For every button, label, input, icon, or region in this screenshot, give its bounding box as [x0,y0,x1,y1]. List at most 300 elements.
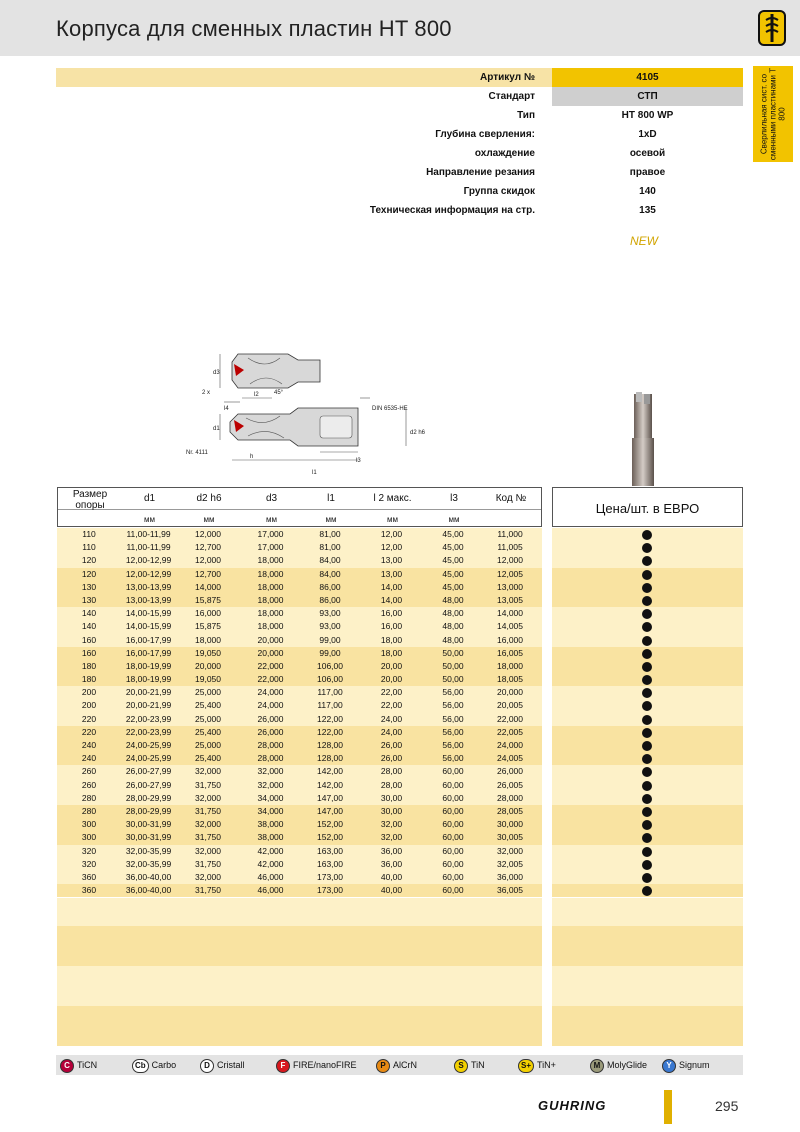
table-cell: 19,050 [195,674,221,685]
table-cell: 16,005 [497,647,523,658]
table-cell: 30,00-31,99 [125,819,172,830]
table-cell: 13,00-13,99 [125,581,172,592]
table-cell: 26,000 [497,766,523,777]
label-din: DIN 6535-HE [372,406,408,412]
spec-value: 1xD [638,129,657,140]
col-header: d1 [143,493,156,504]
col-header: l1 [327,493,335,504]
label-d2: d2 h6 [410,430,426,436]
legend-label: MolyGlide [607,1060,648,1070]
spec-value: 135 [639,205,656,216]
table-cell: 14,00 [380,594,403,605]
spec-row-type [56,106,743,125]
label-nr: Nr. 4111 [186,450,208,456]
legend-label: TiCN [77,1060,98,1070]
table-row [57,541,743,554]
table-cell: 31,750 [195,779,221,790]
label-d3: d3 [213,370,220,376]
legend-label: TiN [471,1060,485,1070]
table-cell: 280 [81,792,97,803]
table-cell: 152,00 [317,832,343,843]
table-cell: 93,00 [319,608,341,619]
table-cell: 24,00 [380,726,403,737]
table-cell: 16,00 [380,608,403,619]
spec-label: охлаждение [474,148,535,159]
coating-legend [56,1055,743,1075]
spec-row-techinfo [56,201,743,220]
table-cell: 160 [81,647,97,658]
table-cell: 60,00 [442,819,464,830]
table-body [57,528,743,897]
legend-label: TiN+ [537,1060,556,1070]
table-cell: 18,000 [497,660,523,671]
table-cell: 36,00-40,00 [125,871,172,882]
availability-dot-icon [642,781,652,791]
table-cell: 280 [81,805,97,816]
table-cell: 26,000 [257,726,284,737]
table-cell: 99,00 [319,647,341,658]
table-cell: 40,00 [380,871,403,882]
table-row [57,699,743,712]
table-cell: 22,00-23,99 [125,726,172,737]
table-cell: 24,00-25,99 [125,740,172,750]
table-cell: 14,00 [380,581,403,592]
table-cell: 30,005 [497,832,523,843]
label-45deg: 45° [274,390,284,396]
table-cell: 34,000 [257,805,284,816]
legend-label: AlCrN [393,1060,417,1070]
spec-label: Глубина сверления: [435,129,535,140]
table-cell: 13,00 [380,568,403,579]
table-cell: 36,000 [497,871,523,882]
table-cell: 36,00 [380,845,403,856]
tool-drawing [180,350,440,480]
table-cell: 240 [81,740,97,750]
legend-label: Signum [679,1060,710,1070]
table-cell: 32,00-35,99 [125,845,172,856]
table-cell: 20,000 [257,647,284,658]
table-cell: 26,00-27,99 [125,779,172,790]
table-cell: 15,875 [195,594,221,605]
table-row [57,752,743,765]
table-cell: 122,00 [317,726,343,737]
table-cell: 14,000 [195,581,221,592]
table-row [57,686,743,699]
table-cell: 42,000 [257,858,284,869]
table-cell: 300 [81,832,97,843]
legend-item [132,1058,176,1072]
col-header: Размер опоры [72,489,108,511]
table-cell: 18,000 [257,581,284,592]
table-cell: 32,00-35,99 [125,858,172,869]
coating-badge-icon: D [200,1059,214,1073]
spec-table [56,68,743,220]
table-cell: 25,000 [195,740,221,750]
table-cell: 20,00-21,99 [125,687,172,698]
availability-dot-icon [642,596,652,606]
table-cell: 12,00-12,99 [125,555,172,566]
table-cell: 173,00 [317,885,343,896]
table-cell: 18,000 [195,634,221,645]
table-cell: 120 [81,555,97,566]
table-cell: 20,000 [497,687,523,698]
table-cell: 60,00 [442,792,464,803]
table-cell: 28,00-29,99 [125,792,172,803]
table-cell: 48,00 [442,634,464,645]
table-cell: 22,000 [497,713,523,724]
table-cell: 26,000 [257,713,284,724]
table-cell: 240 [81,753,97,764]
table-cell: 28,00 [380,779,403,790]
spec-label: Группа скидок [463,186,535,197]
table-cell: 106,00 [317,674,343,685]
table-cell: 45,00 [442,581,464,592]
table-cell: 18,00 [380,634,403,645]
col-unit: мм [203,515,215,524]
availability-dot-icon [642,662,652,672]
table-cell: 24,000 [497,740,523,750]
brand-logo: GUHRING [538,1098,607,1113]
table-cell: 117,00 [317,700,343,711]
table-cell: 140 [81,621,97,632]
availability-dot-icon [642,886,652,896]
label-2x: 2 x [202,390,211,396]
table-cell: 16,00-17,99 [125,647,172,658]
table-cell: 140 [81,608,97,619]
table-cell: 56,00 [442,726,464,737]
table-cell: 14,005 [497,621,523,632]
table-cell: 24,000 [257,700,284,711]
table-cell: 13,00 [380,555,403,566]
legend-item [200,1058,245,1072]
availability-dot-icon [642,794,652,804]
table-cell: 56,00 [442,700,464,711]
table-cell: 84,00 [319,568,341,579]
table-cell: 117,00 [317,687,343,698]
label-d1: d1 [213,426,220,432]
table-cell: 19,050 [195,647,221,658]
table-cell: 20,000 [195,660,221,671]
table-cell: 163,00 [317,845,343,856]
table-cell: 110 [82,529,96,539]
availability-dot-icon [642,847,652,857]
col-header: d2 h6 [196,493,222,504]
table-cell: 120 [81,568,97,579]
spec-value: осевой [629,148,666,159]
table-cell: 26,005 [497,779,523,790]
table-cell: 99,00 [319,634,341,645]
table-cell: 220 [81,726,97,737]
table-row [57,634,743,647]
legend-item [590,1058,647,1072]
table-cell: 360 [81,885,97,896]
page-number: 295 [715,1098,739,1114]
table-cell: 128,00 [317,740,343,750]
table-cell: 32,000 [195,792,221,803]
table-cell: 45,00 [442,542,464,553]
table-cell: 32,000 [195,845,221,856]
table-cell: 30,00 [380,792,403,803]
label-l4: l4 [224,406,229,412]
table-cell: 130 [81,594,97,605]
table-row [57,647,743,660]
coating-badge-icon: Cb [132,1059,149,1073]
legend-item [276,1058,357,1072]
table-cell: 24,00-25,99 [125,753,172,764]
table-cell: 48,00 [442,621,464,632]
table-cell: 16,000 [497,634,523,645]
table-row [57,528,743,541]
spec-row-direction [56,163,743,182]
table-cell: 81,00 [319,529,341,539]
table-cell: 12,000 [195,555,221,566]
table-cell: 163,00 [317,858,343,869]
table-cell: 30,00-31,99 [125,832,172,843]
table-cell: 45,00 [442,568,464,579]
table-cell: 360 [81,871,97,882]
page-header [0,0,800,56]
table-cell: 36,00 [380,858,403,869]
col-unit: мм [448,515,460,524]
table-cell: 20,00-21,99 [125,700,172,711]
table-cell: 180 [81,674,97,685]
table-cell: 16,00-17,99 [125,634,172,645]
spec-label: Техническая информация на стр. [369,205,535,216]
table-cell: 320 [81,845,97,856]
table-cell: 152,00 [317,819,343,830]
table-cell: 60,00 [442,845,464,856]
col-header: Код № [495,493,527,504]
table-cell: 60,00 [442,858,464,869]
empty-row [57,1006,743,1046]
spec-value: СТП [552,87,743,106]
table-row [57,673,743,686]
section-tab-label: Сверлильная сист. со сменными пластинами Т 800 [759,67,787,161]
table-cell: 28,000 [497,792,523,803]
table-cell: 17,000 [257,529,284,539]
table-cell: 173,00 [317,871,343,882]
empty-row [57,966,743,1006]
table-cell: 12,00 [380,542,403,553]
table-row [57,792,743,805]
availability-dot-icon [642,741,652,751]
table-cell: 142,00 [317,766,343,777]
table-row [57,845,743,858]
table-cell: 11,005 [497,542,523,553]
table-row [57,726,743,739]
table-row [57,713,743,726]
table-cell: 30,00 [380,805,403,816]
table-cell: 86,00 [319,594,341,605]
empty-row [57,898,743,926]
legend-item [60,1058,97,1072]
spec-row-depth [56,125,743,144]
spec-label: Стандарт [488,91,535,102]
table-cell: 11,00-11,99 [126,542,171,553]
table-cell: 22,000 [257,674,284,685]
table-row [57,620,743,633]
table-cell: 22,005 [497,726,523,737]
label-l1: l1 [312,470,317,476]
table-cell: 38,000 [257,832,284,843]
table-cell: 24,00 [380,713,403,724]
legend-item [376,1058,417,1072]
table-cell: 17,000 [257,542,284,553]
table-cell: 106,00 [317,660,343,671]
table-cell: 24,005 [497,753,523,764]
table-cell: 20,005 [497,700,523,711]
availability-dot-icon [642,583,652,593]
table-cell: 18,00-19,99 [125,674,172,685]
table-cell: 12,00 [380,529,403,539]
availability-dot-icon [642,649,652,659]
table-row [57,568,743,581]
table-cell: 56,00 [442,713,464,724]
availability-dot-icon [642,715,652,725]
table-cell: 12,000 [195,529,221,539]
table-cell: 60,00 [442,779,464,790]
table-cell: 25,000 [195,713,221,724]
table-cell: 128,00 [317,753,343,764]
table-cell: 200 [81,687,97,698]
table-cell: 38,000 [257,819,284,830]
table-cell: 31,750 [195,885,221,896]
col-header: l3 [450,493,458,504]
availability-dot-icon [642,873,652,883]
table-cell: 18,000 [257,608,284,619]
table-cell: 260 [81,779,97,790]
table-cell: 12,700 [195,542,221,553]
table-cell: 50,00 [442,647,464,658]
table-cell: 14,00-15,99 [125,608,172,619]
coating-badge-icon: Y [662,1059,676,1073]
table-cell: 32,00 [380,819,403,830]
table-cell: 22,000 [257,660,284,671]
table-cell: 18,000 [257,555,284,566]
table-cell: 28,000 [257,753,284,764]
legend-item [454,1058,485,1072]
table-row [57,581,743,594]
table-cell: 160 [81,634,97,645]
availability-dot-icon [642,530,652,540]
drill-logo-icon [758,10,786,46]
spec-label: Артикул № [480,72,535,83]
table-cell: 11,00-11,99 [126,529,171,539]
table-cell: 60,00 [442,871,464,882]
price-header-label: Цена/шт. в ЕВРО [595,501,700,516]
table-row [57,858,743,871]
col-unit: мм [266,515,277,524]
table-cell: 28,00-29,99 [125,805,172,816]
availability-dot-icon [642,675,652,685]
label-h: h [250,454,254,460]
table-cell: 45,00 [442,555,464,566]
table-row [57,607,743,620]
table-row [57,594,743,607]
table-cell: 14,000 [497,608,523,619]
col-unit: мм [144,515,155,524]
table-cell: 50,00 [442,674,464,685]
table-cell: 18,00 [380,647,403,658]
table-cell: 56,00 [442,740,464,750]
table-cell: 93,00 [319,621,341,632]
table-row [57,818,743,831]
table-cell: 84,00 [319,555,341,566]
table-cell: 45,00 [442,529,464,539]
table-cell: 32,00 [380,832,403,843]
brand-bar [664,1090,672,1124]
spec-label: Тип [517,110,535,121]
table-cell: 18,000 [257,621,284,632]
table-cell: 32,000 [257,766,284,777]
legend-label: Carbo [151,1060,177,1070]
col-header: d3 [265,493,278,504]
table-cell: 32,000 [497,845,523,856]
table-cell: 48,00 [442,594,464,605]
legend-label: Cristall [217,1060,245,1070]
table-cell: 20,00 [380,660,403,671]
spec-value: 140 [639,186,656,197]
col-unit: мм [325,515,337,524]
new-badge: NEW [630,234,658,248]
col-header: l 2 макс. [373,493,412,504]
label-l2: l2 [254,392,259,398]
table-cell: 28,00 [380,766,403,777]
table-cell: 32,000 [195,871,221,882]
table-cell: 26,00 [380,753,403,764]
table-cell: 60,00 [442,805,464,816]
table-cell: 147,00 [317,805,343,816]
table-cell: 22,00-23,99 [125,713,172,724]
coating-badge-icon: C [60,1059,74,1073]
table-cell: 86,00 [319,581,341,592]
table-cell: 24,000 [257,687,284,698]
price-header [552,487,743,527]
table-cell: 15,875 [195,621,221,632]
table-cell: 50,00 [442,660,464,671]
table-row [57,660,743,673]
table-row [57,884,743,897]
table-cell: 12,000 [497,555,523,566]
table-cell: 13,000 [497,581,523,592]
table-row [57,831,743,844]
table-cell: 26,00 [380,740,403,750]
availability-dot-icon [642,807,652,817]
spec-label: Направление резания [426,167,535,178]
table-cell: 56,00 [442,687,464,698]
table-cell: 30,000 [497,819,523,830]
table-row [57,765,743,778]
col-unit: мм [387,515,398,524]
table-cell: 46,000 [257,885,284,896]
table-cell: 18,000 [257,568,284,579]
label-l3: l3 [356,458,361,464]
table-cell: 16,000 [195,608,221,619]
table-cell: 60,00 [442,832,464,843]
table-cell: 36,005 [497,885,523,896]
table-cell: 180 [81,660,97,671]
table-cell: 25,000 [195,687,221,698]
table-cell: 46,000 [257,871,284,882]
availability-dot-icon [642,860,652,870]
spec-row-discount [56,182,743,201]
legend-item [518,1058,556,1072]
table-cell: 81,00 [319,542,341,553]
coating-badge-icon: P [376,1059,390,1073]
section-tab [753,66,793,162]
table-header [57,487,542,527]
legend-label: FIRE/nanoFIRE [293,1060,357,1070]
